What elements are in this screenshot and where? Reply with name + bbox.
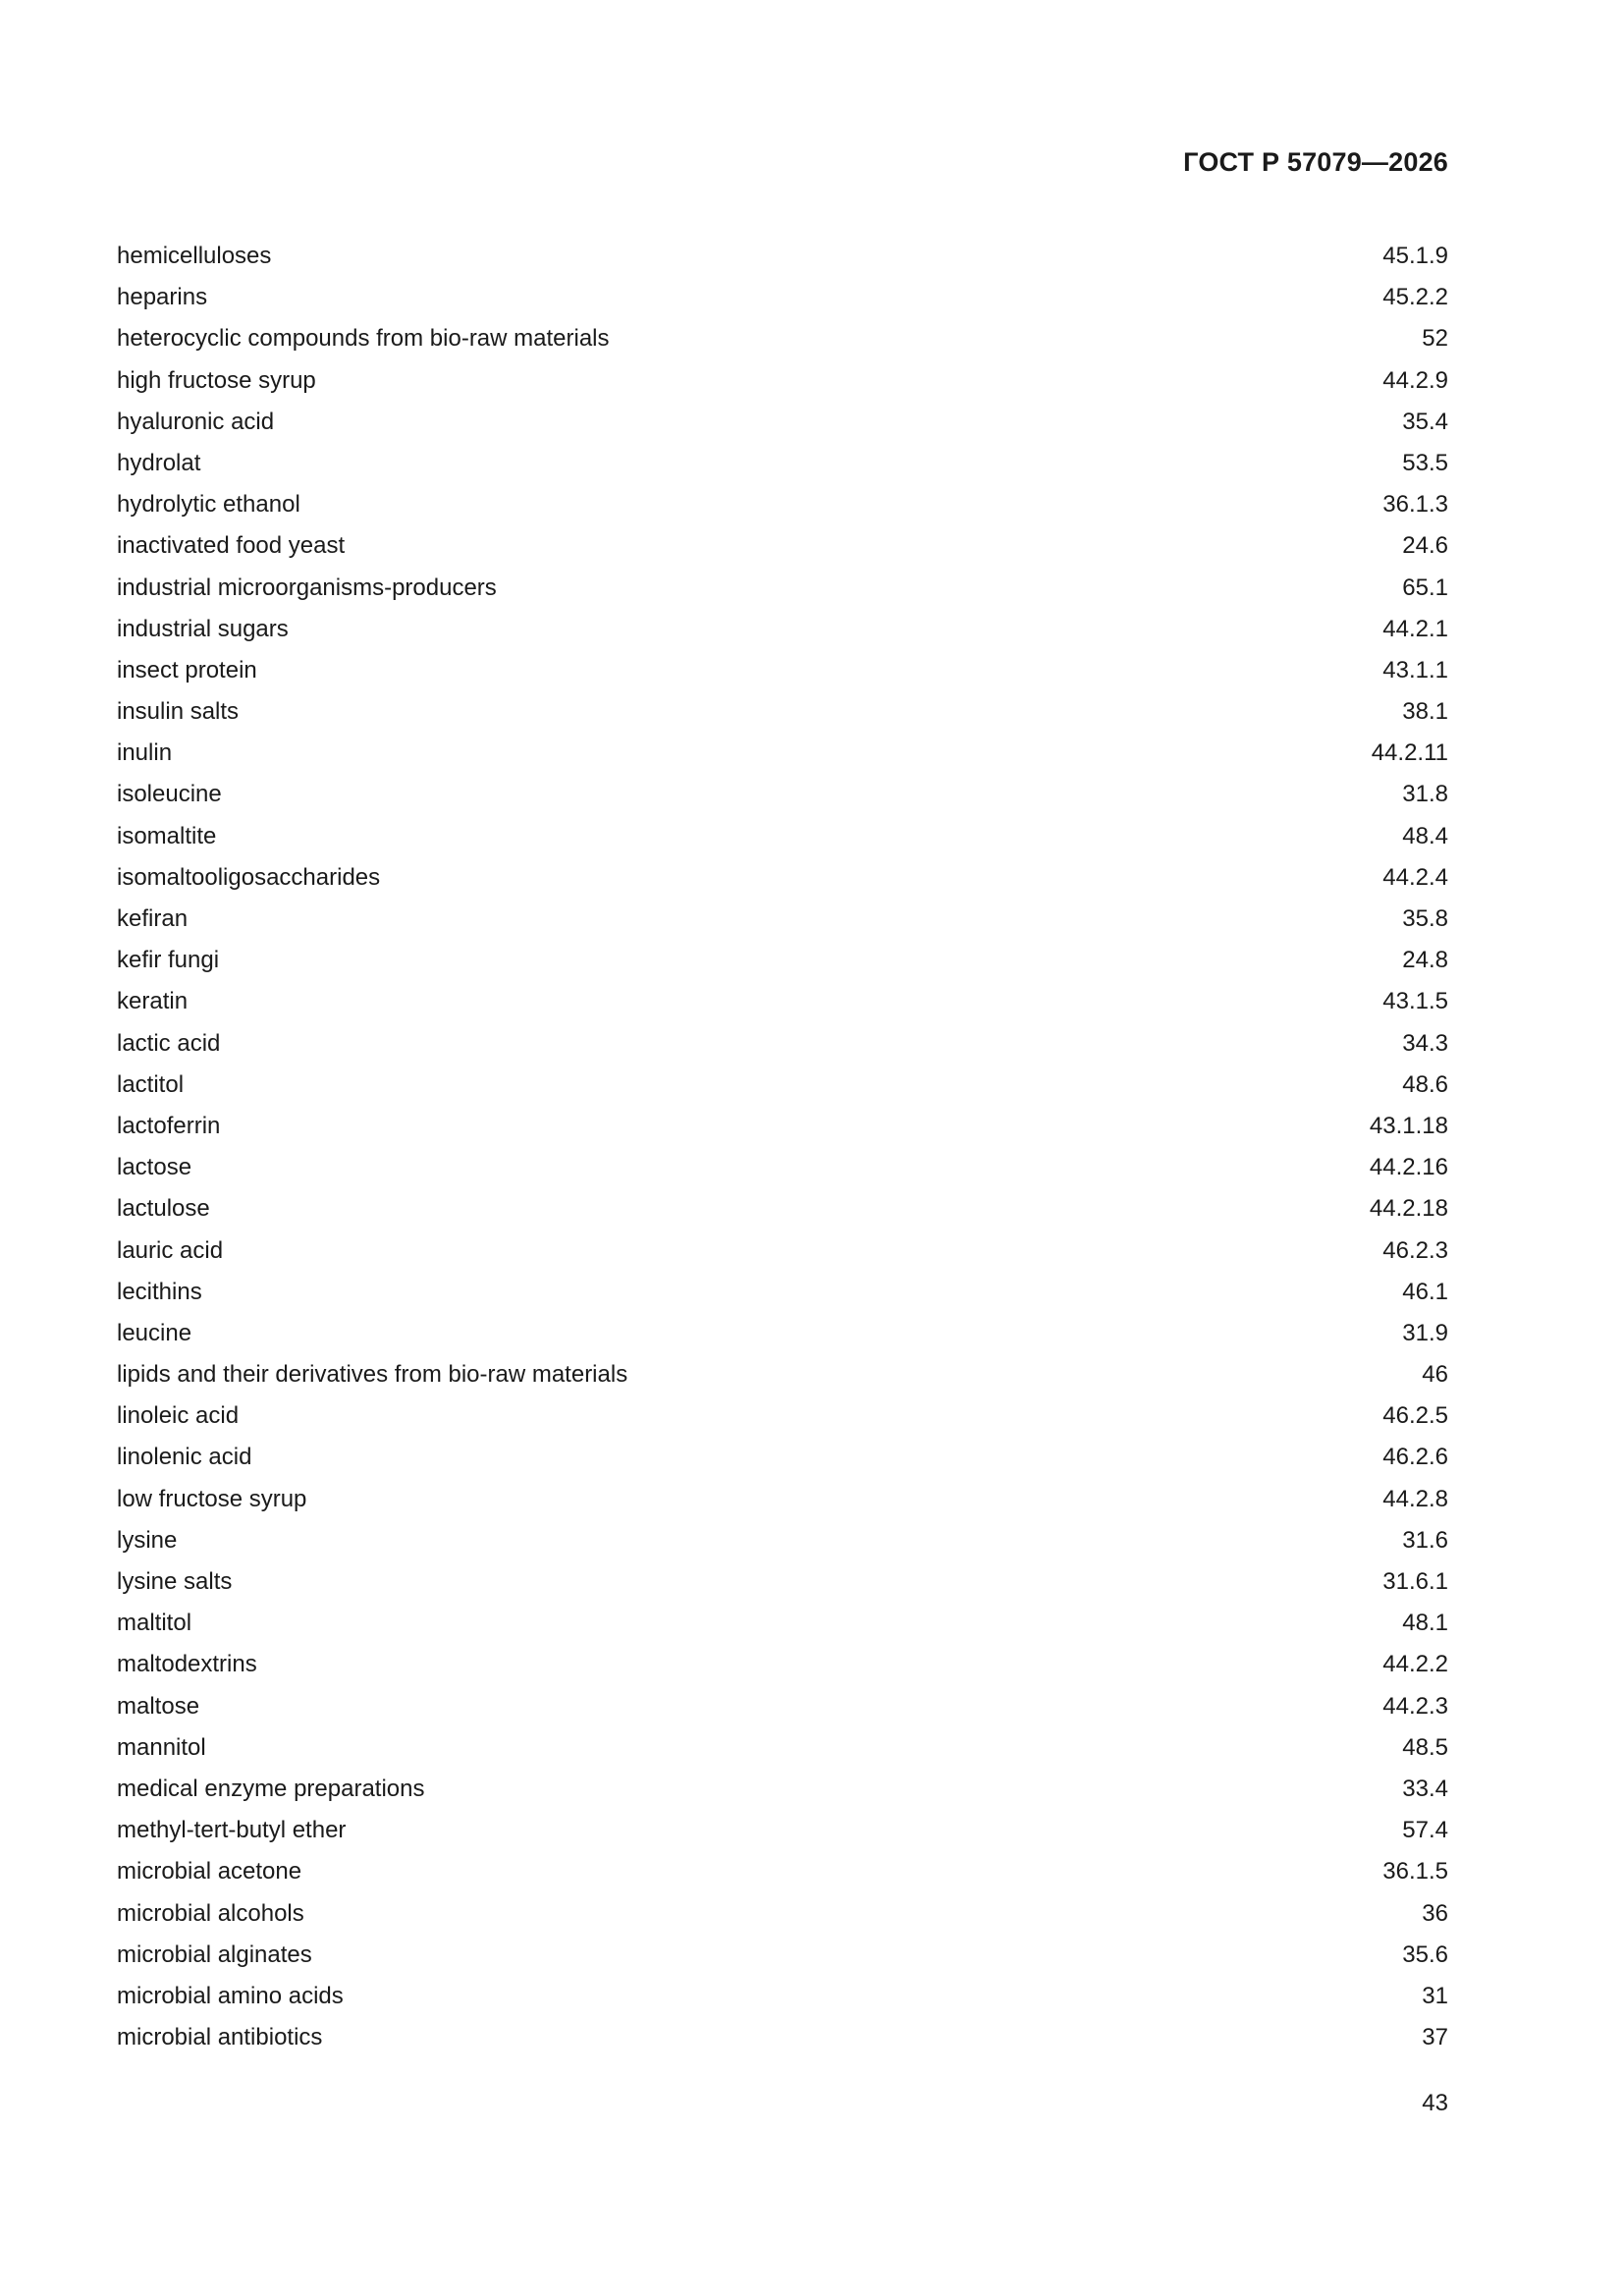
- index-reference: 57.4: [1402, 1817, 1448, 1844]
- index-term: keratin: [117, 988, 189, 1015]
- index-entry: [117, 1520, 1448, 1561]
- index-entry: [117, 609, 1448, 650]
- index-entry: [117, 484, 1448, 525]
- index-term: maltose: [117, 1692, 200, 1720]
- index-entry: [117, 733, 1448, 774]
- index-entry: [117, 1976, 1448, 2017]
- index-reference: 44.2.11: [1371, 739, 1448, 767]
- index-entry: [117, 1106, 1448, 1147]
- index-reference: 45.1.9: [1382, 243, 1448, 269]
- index-reference: 37: [1422, 2024, 1448, 2051]
- index-reference: 36.1.3: [1382, 491, 1448, 519]
- index-reference: 52: [1422, 325, 1448, 353]
- index-term: lecithins: [117, 1278, 202, 1305]
- index-reference: 36: [1422, 1899, 1448, 1927]
- index-reference: 46.2.5: [1382, 1402, 1448, 1430]
- index-reference: 35.6: [1402, 1941, 1448, 1968]
- index-reference: 44.2.8: [1382, 1485, 1448, 1512]
- index-term: lactose: [117, 1154, 192, 1181]
- index-term: microbial acetone: [117, 1858, 302, 1886]
- index-reference: 43.1.5: [1382, 988, 1448, 1015]
- index-term: methyl-tert-butyl ether: [117, 1817, 347, 1844]
- index-entry: [117, 1644, 1448, 1685]
- index-reference: 24.6: [1402, 532, 1448, 560]
- index-reference: 31.6.1: [1382, 1568, 1448, 1595]
- index-entry: [117, 857, 1448, 899]
- index-entry: [117, 1479, 1448, 1520]
- index-reference: 35.4: [1402, 408, 1448, 435]
- index-reference: 46.1: [1402, 1278, 1448, 1305]
- index-term: heterocyclic compounds from bio-raw materials: [117, 325, 610, 353]
- index-term: isoleucine: [117, 781, 222, 808]
- index-entry: [117, 1893, 1448, 1935]
- index-reference: 48.6: [1402, 1070, 1448, 1098]
- index-reference: 46.2.3: [1382, 1236, 1448, 1264]
- index-term: lysine salts: [117, 1568, 233, 1595]
- index-reference: 44.2.9: [1382, 366, 1448, 394]
- index-reference: 48.4: [1402, 822, 1448, 849]
- index-entry: [117, 568, 1448, 609]
- index-term: hemicelluloses: [117, 243, 272, 269]
- index-term: insect protein: [117, 656, 257, 683]
- index-reference: 33.4: [1402, 1775, 1448, 1802]
- index-term: lipids and their derivatives from bio-raw materials: [117, 1361, 628, 1389]
- index-term: lactoferrin: [117, 1112, 221, 1139]
- index-reference: 46.2.6: [1382, 1444, 1448, 1471]
- index-term: inactivated food yeast: [117, 532, 346, 560]
- index-entry: [117, 816, 1448, 857]
- index-reference: 44.2.3: [1382, 1692, 1448, 1720]
- index-reference: 38.1: [1402, 698, 1448, 726]
- index-term: lysine: [117, 1526, 178, 1554]
- index-term: insulin salts: [117, 698, 240, 726]
- index-reference: 43.1.18: [1369, 1112, 1448, 1139]
- index-term: lactitol: [117, 1070, 185, 1098]
- index-term: inulin: [117, 739, 173, 767]
- index-entry: [117, 1354, 1448, 1395]
- index-reference: 36.1.5: [1382, 1858, 1448, 1886]
- index-reference: 31.9: [1402, 1319, 1448, 1346]
- index-reference: 44.2.2: [1382, 1651, 1448, 1678]
- index-term: lauric acid: [117, 1236, 224, 1264]
- index-entry: [117, 525, 1448, 567]
- index-term: maltodextrins: [117, 1651, 257, 1678]
- index-term: linoleic acid: [117, 1402, 240, 1430]
- index-reference: 45.2.2: [1382, 284, 1448, 311]
- index-entry: [117, 1188, 1448, 1230]
- index-term: lactic acid: [117, 1029, 221, 1057]
- index-reference: 46: [1422, 1361, 1448, 1389]
- page-number: 43: [1422, 2090, 1448, 2116]
- index-entry: [117, 236, 1448, 277]
- index-term: heparins: [117, 284, 208, 311]
- index-entry: [117, 1230, 1448, 1272]
- index-reference: 31.6: [1402, 1526, 1448, 1554]
- index-reference: 31: [1422, 1982, 1448, 2009]
- index-term: isomaltite: [117, 822, 217, 849]
- index-term: maltitol: [117, 1610, 192, 1637]
- index-term: lactulose: [117, 1195, 210, 1223]
- index-entry: [117, 2017, 1448, 2058]
- index-entry: [117, 940, 1448, 981]
- index-term: microbial antibiotics: [117, 2024, 323, 2051]
- index-term: hyaluronic acid: [117, 408, 275, 435]
- index-reference: 65.1: [1402, 574, 1448, 601]
- index-term: isomaltooligosaccharides: [117, 863, 381, 891]
- index-term: industrial sugars: [117, 615, 289, 642]
- document-header: ГОСТ Р 57079—2026: [1183, 147, 1448, 177]
- index-term: industrial microorganisms-producers: [117, 574, 497, 601]
- index-entry: [117, 443, 1448, 484]
- index-entry: [117, 1686, 1448, 1727]
- index-entry: [117, 1023, 1448, 1065]
- index-term: medical enzyme preparations: [117, 1775, 425, 1802]
- index-term: hydrolat: [117, 449, 201, 476]
- index-reference: 44.2.4: [1382, 863, 1448, 891]
- index-term: microbial amino acids: [117, 1982, 344, 2009]
- index-reference: 53.5: [1402, 449, 1448, 476]
- index-reference: 48.1: [1402, 1610, 1448, 1637]
- index-term: leucine: [117, 1319, 192, 1346]
- index-term: microbial alginates: [117, 1941, 312, 1968]
- index-reference: 48.5: [1402, 1733, 1448, 1761]
- index-term: kefir fungi: [117, 947, 220, 974]
- index-entry: [117, 774, 1448, 815]
- index-entry: [117, 1769, 1448, 1810]
- index-term: hydrolytic ethanol: [117, 491, 300, 519]
- index-reference: 34.3: [1402, 1029, 1448, 1057]
- index-entry: [117, 1810, 1448, 1851]
- index-term: linolenic acid: [117, 1444, 252, 1471]
- index-entry: [117, 1603, 1448, 1644]
- index-term: kefiran: [117, 905, 189, 932]
- index-entry: [117, 1065, 1448, 1106]
- index-entry: [117, 691, 1448, 733]
- index-entry: [117, 1851, 1448, 1892]
- index-term: low fructose syrup: [117, 1485, 307, 1512]
- index-entry: [117, 1561, 1448, 1603]
- index-term: microbial alcohols: [117, 1899, 304, 1927]
- index-list: [117, 236, 1448, 2058]
- index-reference: 44.2.16: [1369, 1154, 1448, 1181]
- index-entry: [117, 1313, 1448, 1354]
- index-reference: 31.8: [1402, 781, 1448, 808]
- index-reference: 44.2.18: [1369, 1195, 1448, 1223]
- index-entry: [117, 402, 1448, 443]
- index-entry: [117, 360, 1448, 402]
- index-entry: [117, 650, 1448, 691]
- index-entry: [117, 1147, 1448, 1188]
- index-entry: [117, 981, 1448, 1022]
- index-reference: 44.2.1: [1382, 615, 1448, 642]
- index-entry: [117, 277, 1448, 318]
- index-term: high fructose syrup: [117, 366, 316, 394]
- index-entry: [117, 899, 1448, 940]
- index-reference: 35.8: [1402, 905, 1448, 932]
- index-term: mannitol: [117, 1733, 206, 1761]
- index-entry: [117, 1395, 1448, 1437]
- index-entry: [117, 1272, 1448, 1313]
- index-reference: 43.1.1: [1382, 656, 1448, 683]
- index-entry: [117, 1437, 1448, 1478]
- index-entry: [117, 1935, 1448, 1976]
- index-reference: 24.8: [1402, 947, 1448, 974]
- index-entry: [117, 1727, 1448, 1769]
- index-entry: [117, 318, 1448, 359]
